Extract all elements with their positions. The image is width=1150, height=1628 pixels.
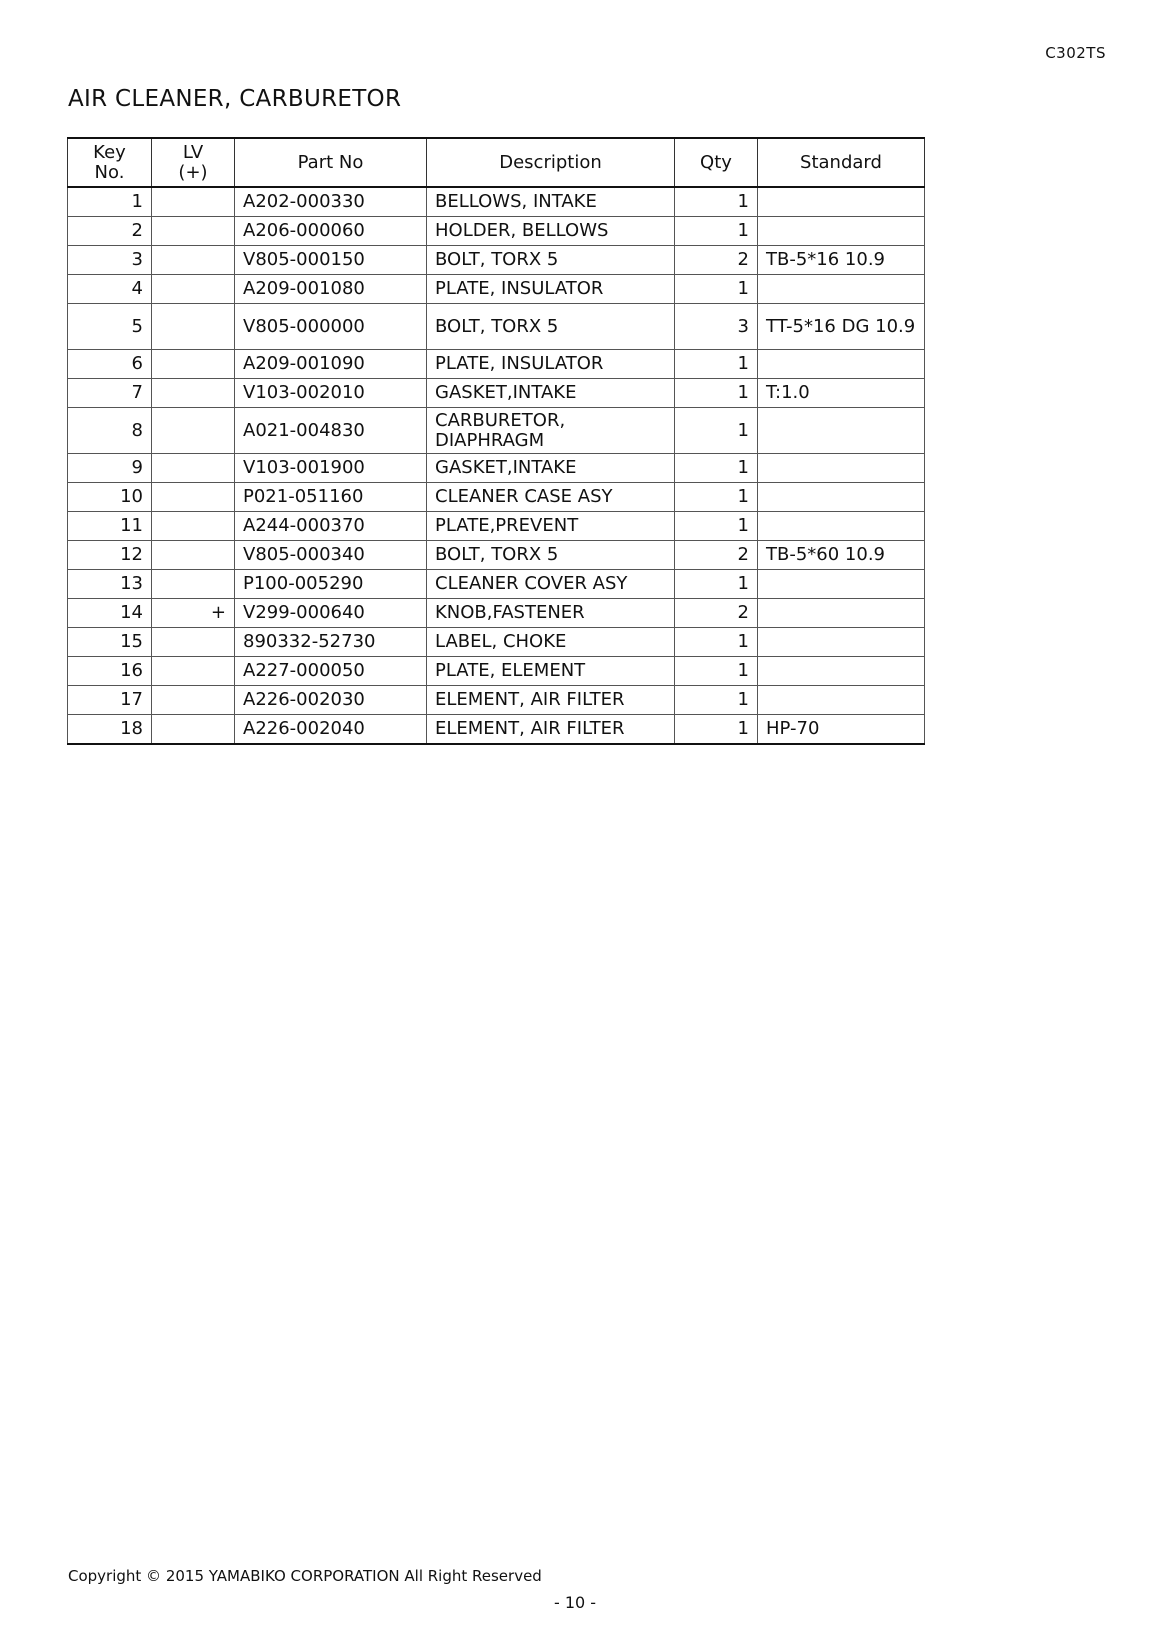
cell-lv — [152, 483, 235, 512]
cell-standard — [758, 217, 925, 246]
cell-lv — [152, 570, 235, 599]
cell-description: PLATE, ELEMENT — [427, 657, 675, 686]
parts-table — [67, 137, 925, 745]
header-lv-line2: (+) — [178, 161, 208, 183]
cell-description: CARBURETOR, DIAPHRAGM — [427, 408, 675, 454]
cell-qty: 1 — [675, 570, 758, 599]
cell-standard — [758, 350, 925, 379]
table-row — [68, 217, 925, 246]
header-key-line2: No. — [94, 161, 125, 183]
cell-lv — [152, 304, 235, 350]
cell-standard: T:1.0 — [758, 379, 925, 408]
cell-part-no: V103-001900 — [235, 454, 427, 483]
cell-part-no: A244-000370 — [235, 512, 427, 541]
cell-standard — [758, 483, 925, 512]
cell-lv — [152, 275, 235, 304]
cell-qty: 2 — [675, 599, 758, 628]
cell-part-no: A227-000050 — [235, 657, 427, 686]
cell-description: BELLOWS, INTAKE — [427, 187, 675, 217]
cell-lv — [152, 350, 235, 379]
cell-standard: HP-70 — [758, 715, 925, 745]
cell-qty: 1 — [675, 350, 758, 379]
parts-table-body — [68, 187, 925, 744]
cell-standard — [758, 512, 925, 541]
cell-standard: TB-5*16 10.9 — [758, 246, 925, 275]
cell-qty: 1 — [675, 217, 758, 246]
cell-standard — [758, 187, 925, 217]
cell-key-no: 2 — [68, 217, 152, 246]
cell-part-no: A206-000060 — [235, 217, 427, 246]
header-lv-line1: LV — [182, 141, 204, 163]
cell-qty: 1 — [675, 483, 758, 512]
cell-key-no: 16 — [68, 657, 152, 686]
cell-part-no: V805-000150 — [235, 246, 427, 275]
cell-key-no: 3 — [68, 246, 152, 275]
cell-standard: TT-5*16 DG 10.9 — [758, 304, 925, 350]
cell-lv — [152, 512, 235, 541]
cell-lv — [152, 686, 235, 715]
cell-qty: 1 — [675, 715, 758, 745]
cell-qty: 1 — [675, 628, 758, 657]
cell-key-no: 18 — [68, 715, 152, 745]
cell-key-no: 15 — [68, 628, 152, 657]
cell-key-no: 13 — [68, 570, 152, 599]
table-row — [68, 570, 925, 599]
cell-part-no: V805-000340 — [235, 541, 427, 570]
cell-qty: 1 — [675, 686, 758, 715]
cell-key-no: 5 — [68, 304, 152, 350]
cell-lv — [152, 408, 235, 454]
cell-standard — [758, 686, 925, 715]
cell-description: BOLT, TORX 5 — [427, 541, 675, 570]
cell-standard — [758, 628, 925, 657]
cell-key-no: 1 — [68, 187, 152, 217]
cell-qty: 2 — [675, 246, 758, 275]
cell-part-no: V103-002010 — [235, 379, 427, 408]
parts-table-header — [68, 138, 925, 187]
table-row — [68, 512, 925, 541]
cell-part-no: A226-002040 — [235, 715, 427, 745]
cell-standard: TB-5*60 10.9 — [758, 541, 925, 570]
cell-qty: 1 — [675, 512, 758, 541]
copyright-notice: Copyright © 2015 YAMABIKO CORPORATION All Right Reserved — [68, 1567, 542, 1585]
cell-description: ELEMENT, AIR FILTER — [427, 686, 675, 715]
cell-key-no: 14 — [68, 599, 152, 628]
cell-part-no: A202-000330 — [235, 187, 427, 217]
header-row — [68, 138, 925, 187]
cell-part-no: P021-051160 — [235, 483, 427, 512]
cell-qty: 1 — [675, 187, 758, 217]
cell-description: CLEANER COVER ASY — [427, 570, 675, 599]
table-row — [68, 187, 925, 217]
cell-description: HOLDER, BELLOWS — [427, 217, 675, 246]
table-row — [68, 715, 925, 745]
page-number: - 10 - — [553, 1593, 597, 1612]
header-part-no: Part No — [235, 138, 427, 187]
cell-description: PLATE,PREVENT — [427, 512, 675, 541]
cell-qty: 1 — [675, 275, 758, 304]
cell-qty: 1 — [675, 454, 758, 483]
cell-description: ELEMENT, AIR FILTER — [427, 715, 675, 745]
cell-part-no: V299-000640 — [235, 599, 427, 628]
table-row — [68, 483, 925, 512]
table-row — [68, 628, 925, 657]
cell-part-no: 890332-52730 — [235, 628, 427, 657]
cell-lv — [152, 454, 235, 483]
cell-key-no: 17 — [68, 686, 152, 715]
cell-description: GASKET,INTAKE — [427, 379, 675, 408]
cell-qty: 1 — [675, 408, 758, 454]
cell-description: KNOB,FASTENER — [427, 599, 675, 628]
cell-description: BOLT, TORX 5 — [427, 246, 675, 275]
cell-standard — [758, 570, 925, 599]
table-row — [68, 304, 925, 350]
table-row — [68, 246, 925, 275]
table-row — [68, 541, 925, 570]
cell-key-no: 7 — [68, 379, 152, 408]
cell-key-no: 12 — [68, 541, 152, 570]
cell-lv — [152, 657, 235, 686]
cell-lv — [152, 379, 235, 408]
cell-standard — [758, 408, 925, 454]
cell-qty: 3 — [675, 304, 758, 350]
cell-part-no: A209-001080 — [235, 275, 427, 304]
cell-description: PLATE, INSULATOR — [427, 350, 675, 379]
cell-standard — [758, 599, 925, 628]
table-row — [68, 275, 925, 304]
cell-key-no: 10 — [68, 483, 152, 512]
cell-key-no: 9 — [68, 454, 152, 483]
cell-key-no: 8 — [68, 408, 152, 454]
model-code: C302TS — [1045, 44, 1106, 62]
cell-qty: 1 — [675, 379, 758, 408]
cell-standard — [758, 454, 925, 483]
cell-part-no: A021-004830 — [235, 408, 427, 454]
cell-lv — [152, 217, 235, 246]
cell-description: BOLT, TORX 5 — [427, 304, 675, 350]
cell-key-no: 11 — [68, 512, 152, 541]
header-qty: Qty — [675, 138, 758, 187]
cell-description: PLATE, INSULATOR — [427, 275, 675, 304]
cell-part-no: P100-005290 — [235, 570, 427, 599]
header-standard: Standard — [758, 138, 925, 187]
header-key-no — [68, 138, 152, 187]
cell-part-no: A209-001090 — [235, 350, 427, 379]
table-row — [68, 599, 925, 628]
cell-lv — [152, 541, 235, 570]
cell-lv — [152, 187, 235, 217]
cell-qty: 2 — [675, 541, 758, 570]
cell-part-no: A226-002030 — [235, 686, 427, 715]
cell-lv — [152, 628, 235, 657]
table-row — [68, 686, 925, 715]
cell-qty: 1 — [675, 657, 758, 686]
header-lv — [152, 138, 235, 187]
cell-description: LABEL, CHOKE — [427, 628, 675, 657]
header-key-line1: Key — [93, 141, 126, 163]
header-description: Description — [427, 138, 675, 187]
cell-description: GASKET,INTAKE — [427, 454, 675, 483]
cell-lv — [152, 246, 235, 275]
table-row — [68, 350, 925, 379]
cell-lv — [152, 715, 235, 745]
cell-key-no: 6 — [68, 350, 152, 379]
table-row — [68, 657, 925, 686]
table-row — [68, 454, 925, 483]
page-title: AIR CLEANER, CARBURETOR — [68, 86, 402, 112]
cell-description: CLEANER CASE ASY — [427, 483, 675, 512]
table-row — [68, 379, 925, 408]
cell-standard — [758, 275, 925, 304]
cell-lv: + — [152, 599, 235, 628]
cell-part-no: V805-000000 — [235, 304, 427, 350]
cell-key-no: 4 — [68, 275, 152, 304]
table-row — [68, 408, 925, 454]
cell-standard — [758, 657, 925, 686]
